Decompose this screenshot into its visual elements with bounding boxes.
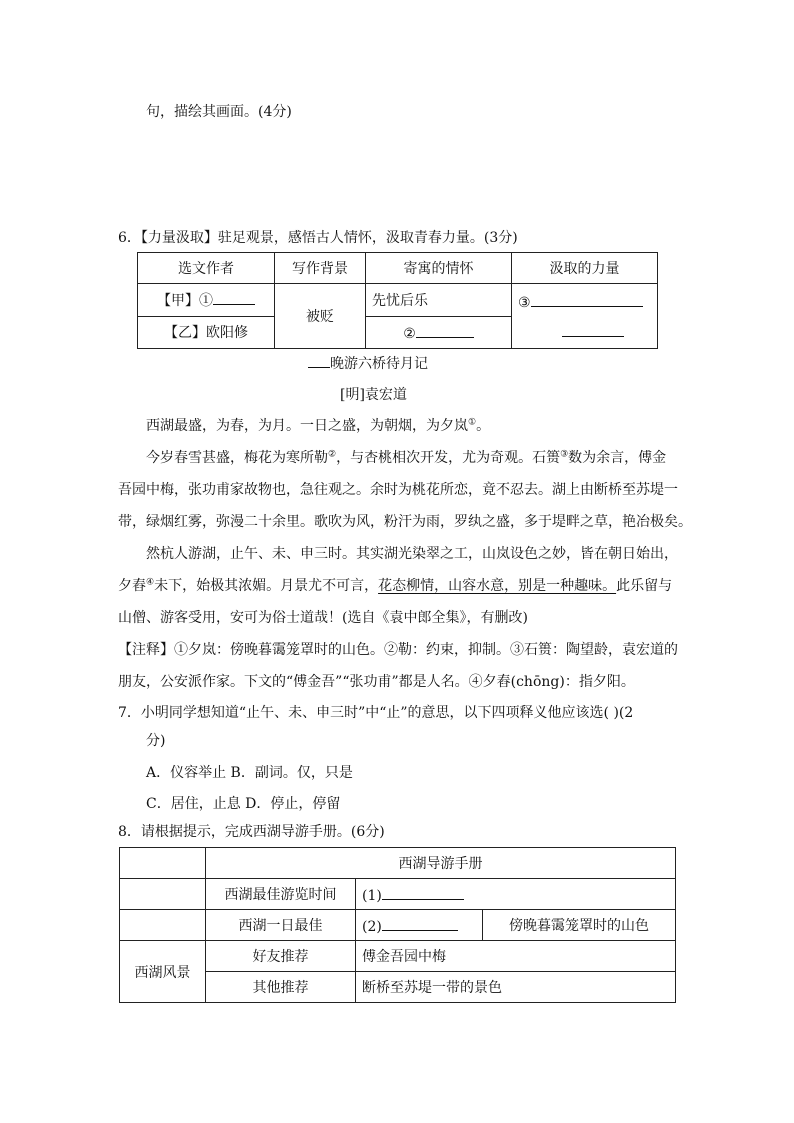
q6-blank-3-cont[interactable]	[562, 322, 624, 337]
q6-background: 被贬	[275, 284, 366, 349]
article-title-blank[interactable]	[308, 353, 330, 368]
article-author: [明]袁宏道	[340, 387, 407, 403]
article-paragraph-3-line-2: 夕舂④未下，始极其浓媚。月景尤不可言，花态柳情，山容水意，别是一种趣味。此乐留与	[118, 577, 673, 594]
q6-feeling-2-cell	[366, 316, 512, 349]
article-title: 晚游六桥待月记	[330, 356, 428, 372]
q6-blank-3[interactable]	[531, 292, 643, 307]
question-7-stem-line-2: 分)	[146, 733, 166, 749]
article-paragraph-1: 西湖最盛，为春，为月。一日之盛，为朝烟，为夕岚①。	[146, 417, 491, 434]
q8-row2-label: 西湖一日最佳	[206, 910, 356, 941]
q8-table	[119, 847, 676, 1003]
q6-author-jia-cell	[138, 284, 275, 317]
q6-power-cell	[512, 284, 658, 349]
question-6-heading: 6．【力量汲取】驻足观景，感悟古人情怀，汲取青春力量。(3分)	[118, 230, 518, 246]
question-8-heading: 8．请根据提示，完成西湖导游手册。(6分)	[118, 824, 385, 840]
underlined-sentence: 花态柳情，山容水意，别是一种趣味。	[378, 578, 617, 594]
article-paragraph-3-line-3: 山僧、游客受用，安可为俗士道哉！(选自《袁中郎全集》，有删改)	[118, 610, 528, 626]
q8-row3-value: 傅金吾园中梅	[356, 941, 676, 972]
q6-header-power: 汲取的力量	[512, 253, 658, 284]
q8-empty-corner	[120, 848, 206, 879]
note-marker-2: ②	[328, 449, 337, 460]
q8-blank-2[interactable]	[382, 916, 458, 931]
q8-row4-label: 其他推荐	[206, 972, 356, 1003]
q8-side-label: 西湖风景	[120, 941, 206, 1003]
q8-blank-1[interactable]	[382, 885, 464, 900]
q6-author-jia: 【甲】①	[157, 292, 213, 309]
q6-power-label: ③	[518, 295, 531, 311]
notes-line-2: 朋友，公安派作家。下文的“傅金吾”“张功甫”都是人名。④夕舂(chōng)：指夕阳。	[118, 674, 635, 690]
article-paragraph-2-line-3: 带，绿烟红雾，弥漫二十余里。歌吹为风，粉汗为雨，罗纨之盛，多于堤畔之草，艳冶极矣。	[118, 514, 692, 530]
q6-author-yi: 【乙】欧阳修	[138, 316, 275, 349]
article-title-line	[308, 352, 428, 376]
q8-row1-blank-label: (1)	[362, 887, 382, 904]
question-7-options-line-2: C．居住，止息 D．停止，停留	[146, 796, 341, 812]
q8-row2-extra: 傍晚暮霭笼罩时的山色	[483, 910, 676, 941]
q6-blank-2[interactable]	[416, 323, 474, 338]
q6-header-background: 写作背景	[275, 253, 366, 284]
note-marker-1: ①	[468, 417, 477, 428]
q8-row2-answer-cell	[356, 910, 483, 941]
q8-row2-blank-label: (2)	[362, 918, 382, 935]
q8-row4-value: 断桥至苏堤一带的景色	[356, 972, 676, 1003]
q8-row1-label: 西湖最佳游览时间	[206, 879, 356, 910]
q8-row1-answer-cell	[356, 879, 676, 910]
q6-blank-1[interactable]	[213, 290, 255, 305]
note-marker-4: ④	[146, 577, 155, 588]
q6-header-author: 选文作者	[138, 253, 275, 284]
question-7-stem-line-1: 7．小明同学想知道“止午、未、申三时”中“止”的意思，以下四项释义他应该选( )(2	[118, 705, 634, 721]
q6-table	[137, 252, 658, 349]
q6-header-feeling: 寄寓的情怀	[366, 253, 512, 284]
q8-empty-row2	[120, 910, 206, 941]
q6-feeling-1: 先忧后乐	[366, 284, 512, 317]
notes-line-1: 【注释】①夕岚：傍晚暮霭笼罩时的山色。②勒：约束，抑制。③石篑：陶望龄，袁宏道的	[118, 642, 678, 658]
article-paragraph-2-line-1: 今岁春雪甚盛，梅花为寒所勒②，与杏桃相次开发，尤为奇观。石篑③数为余言，傅金	[146, 449, 667, 466]
note-marker-3: ③	[560, 449, 569, 460]
q8-row3-label: 好友推荐	[206, 941, 356, 972]
question-5-tail: 句，描绘其画面。(4分)	[146, 104, 292, 120]
question-7-options-line-1: A．仪容举止 B．副词。仅，只是	[146, 765, 353, 781]
article-paragraph-2-line-2: 吾园中梅，张功甫家故物也，急往观之。余时为桃花所恋，竟不忍去。湖上由断桥至苏堤一	[118, 482, 678, 498]
article-paragraph-3-line-1: 然杭人游湖，止午、未、申三时。其实湖光染翠之工，山岚设色之妙，皆在朝日始出，	[146, 546, 678, 562]
q8-empty-row1	[120, 879, 206, 910]
q6-feeling-2-label: ②	[403, 325, 416, 342]
q8-title: 西湖导游手册	[206, 848, 676, 879]
